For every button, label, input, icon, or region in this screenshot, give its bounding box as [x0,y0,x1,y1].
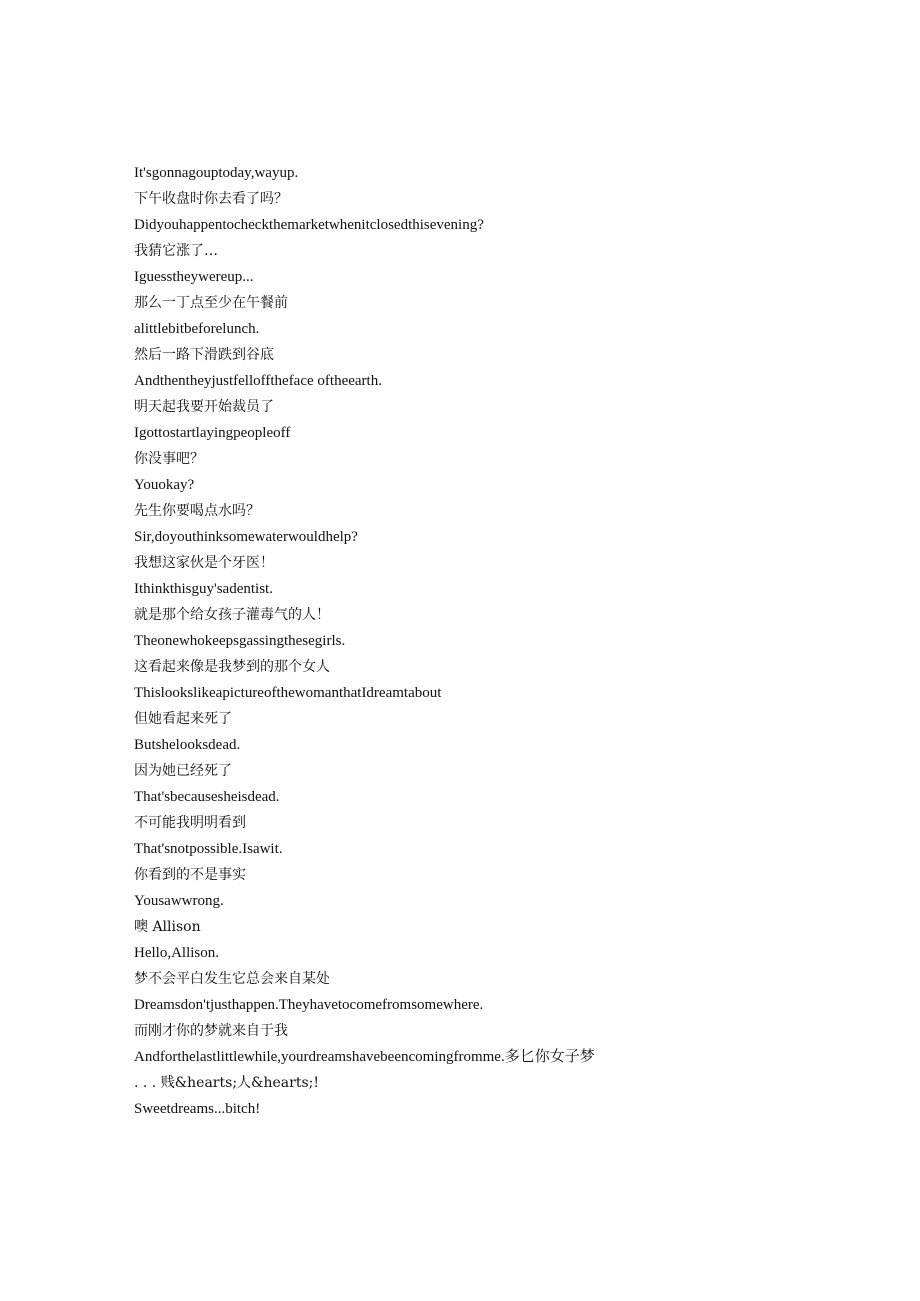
transcript-line: 然后一路下滑跌到谷底 [134,347,274,363]
transcript-line: 你看到的不是事实 [134,867,246,883]
transcript-line: Igottostartlayingpeopleoff [134,425,291,441]
transcript-line: Hello,Allison. [134,945,219,961]
transcript-line: ThislookslikeapictureofthewomanthatIdreamtabout [134,685,442,701]
transcript-line: 那么一丁点至少在午餐前 [134,295,288,311]
transcript-line: 梦不会平白发生它总会来自某处 [134,971,330,987]
transcript-line: It'sgonnagouptoday,wayup. [134,165,299,181]
transcript-line: 不可能我明明看到 [134,815,246,831]
transcript-line: Andthentheyjustfellofftheface oftheearth. [134,373,382,389]
transcript-line: 明天起我要开始裁员了 [134,399,274,415]
transcript-line: 我猜它涨了… [134,243,218,259]
transcript-line: 而刚才你的梦就来自于我 [134,1023,288,1039]
transcript-line: Andforthelastlittlewhile,yourdreamshavebeencomingfromme.多匕你女子梦 [134,1049,595,1065]
transcript-line: 就是那个给女孩子灌毒气的人！ [134,607,330,623]
transcript-line: 噢 Allison [134,919,201,935]
transcript-line: . . . 贱&hearts;人&hearts;! [134,1075,319,1091]
transcript-line: Theonewhokeepsgassingthesegirls. [134,633,346,649]
transcript-line: 先生你要喝点水吗？ [134,503,260,519]
transcript-line: alittlebitbeforelunch. [134,321,260,337]
transcript-line: 你没事吧？ [134,451,204,467]
transcript-line: Sweetdreams...bitch! [134,1101,261,1117]
transcript-line: 但她看起来死了 [134,711,232,727]
transcript-line: Yousawwrong. [134,893,224,909]
transcript-line: Iguesstheywereup... [134,269,254,285]
transcript-line: Ithinkthisguy'sadentist. [134,581,273,597]
transcript-line: That'sbecausesheisdead. [134,789,280,805]
transcript-line: That'snotpossible.Isawit. [134,841,283,857]
transcript-line: 我想这家伙是个牙医！ [134,555,274,571]
transcript-line: Youokay? [134,477,195,493]
transcript-line: Sir,doyouthinksomewaterwouldhelp? [134,529,358,545]
transcript-line: Butshelooksdead. [134,737,241,753]
subtitle-transcript [134,160,834,1122]
transcript-line: 下午收盘时你去看了吗？ [134,191,288,207]
transcript-line: Dreamsdon'tjusthappen.Theyhavetocomefromsomewhere. [134,997,484,1013]
transcript-line: Didyouhappentocheckthemarketwhenitclosedthisevening? [134,217,484,233]
transcript-line: 因为她已经死了 [134,763,232,779]
transcript-line: 这看起来像是我梦到的那个女人 [134,659,330,675]
